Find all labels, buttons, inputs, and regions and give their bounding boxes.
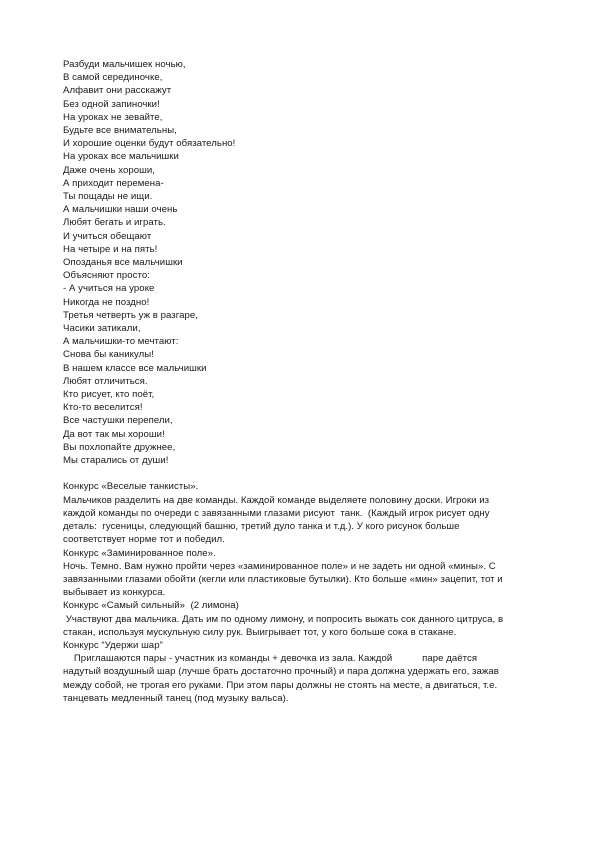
contest-text: Приглашаются пары - участник из команды + девочка из зала. Каждой паре даётся xyxy=(63,653,478,665)
contest-title: Конкурс «Заминированное поле». xyxy=(63,547,216,559)
poem-line: На уроках не зевайте, xyxy=(63,111,163,123)
poem-line: Третья четверть уж в разгаре, xyxy=(63,309,198,321)
poem-line: Часики затикали, xyxy=(63,323,141,335)
contest-text: каждой команды по очереди с завязанными глазами рисуют танк. (Каждый игрок рисует одну xyxy=(63,507,490,519)
poem-line: Кто-то веселится! xyxy=(63,402,143,414)
contest-text: Мальчиков разделить на две команды. Каждой команде выделяете половину доски. Игроки из xyxy=(63,494,490,506)
poem-line: Вы похлопайте дружнее, xyxy=(63,441,176,453)
contest-text: завязанными глазами обойти (кегли или пластиковые бутылки). Кто больше «мин» зацепит, тот и xyxy=(63,573,503,585)
poem xyxy=(63,58,553,467)
poem-line: Алфавит они расскажут xyxy=(63,85,172,97)
poem-line: Все частушки перепели, xyxy=(63,415,173,427)
contest-title: Конкурс «Веселые танкисты». xyxy=(63,481,199,493)
contest-title: Конкурс “Удержи шар” xyxy=(63,639,163,651)
contest-text: Участвуют два мальчика. Дать им по одному лимону, и попросить выжать сок данного цитруса, в xyxy=(63,613,504,625)
contest-title: Конкурс «Самый сильный» (2 лимона) xyxy=(63,600,239,612)
poem-line: Любят отличиться. xyxy=(63,375,148,387)
poem-line: - А учиться на уроке xyxy=(63,283,155,295)
poem-line: Кто рисует, кто поёт, xyxy=(63,389,155,401)
poem-line: Объясняют просто: xyxy=(63,270,150,282)
document-body xyxy=(63,58,553,705)
contest-text: между собой, не трогая его руками. При этом пары должны не стоять на месте, а двигаться, т.е. xyxy=(63,679,498,691)
contest-text: Ночь. Темно. Вам нужно пройти через «заминированное поле» и не задеть ни одной «мины». С xyxy=(63,560,496,572)
poem-line: В самой серединочке, xyxy=(63,72,163,84)
poem-line: А мальчишки-то мечтают: xyxy=(63,336,179,348)
poem-line: Без одной запиночки! xyxy=(63,98,160,110)
poem-line: Снова бы каникулы! xyxy=(63,349,154,361)
poem-line: На четыре и на пять! xyxy=(63,243,158,255)
contest-text: танцевать медленный танец (под музыку вальса). xyxy=(63,692,289,704)
poem-line: И учиться обещают xyxy=(63,230,152,242)
contest-text: выбывает из конкурса. xyxy=(63,587,166,599)
poem-line: А приходит перемена- xyxy=(63,177,164,189)
contests-section xyxy=(63,480,553,704)
poem-line: Мы старались от души! xyxy=(63,455,169,467)
poem-line: Будьте все внимательны, xyxy=(63,125,177,137)
poem-line: И хорошие оценки будут обязательно! xyxy=(63,138,236,150)
poem-line: Ты пощады не ищи. xyxy=(63,191,153,203)
poem-line: Никогда не поздно! xyxy=(63,296,150,308)
poem-line: В нашем классе все мальчишки xyxy=(63,362,207,374)
poem-line: На уроках все мальчишки xyxy=(63,151,179,163)
poem-line: Разбуди мальчишек ночью, xyxy=(63,59,186,70)
poem-line: Да вот так мы хороши! xyxy=(63,428,165,440)
poem-line: Даже очень хороши, xyxy=(63,164,155,176)
contest-text: соответствует норме тот и победил. xyxy=(63,534,225,546)
poem-line: А мальчишки наши очень xyxy=(63,204,178,216)
poem-line: Опозданья все мальчишки xyxy=(63,257,183,269)
blank-line xyxy=(63,467,553,480)
poem-line: Любят бегать и играть. xyxy=(63,217,166,229)
contest-text: стакан, используя мускульную силу рук. Выигрывает тот, у кого больше сока в стакане. xyxy=(63,626,457,638)
contest-text: деталь: гусеницы, следующий башню, третий дуло танка и т.д.). У кого рисунок больше xyxy=(63,521,460,533)
contest-text: надутый воздушный шар (лучше брать достаточно прочный) и пара должна удержать его, зажав xyxy=(63,666,499,678)
